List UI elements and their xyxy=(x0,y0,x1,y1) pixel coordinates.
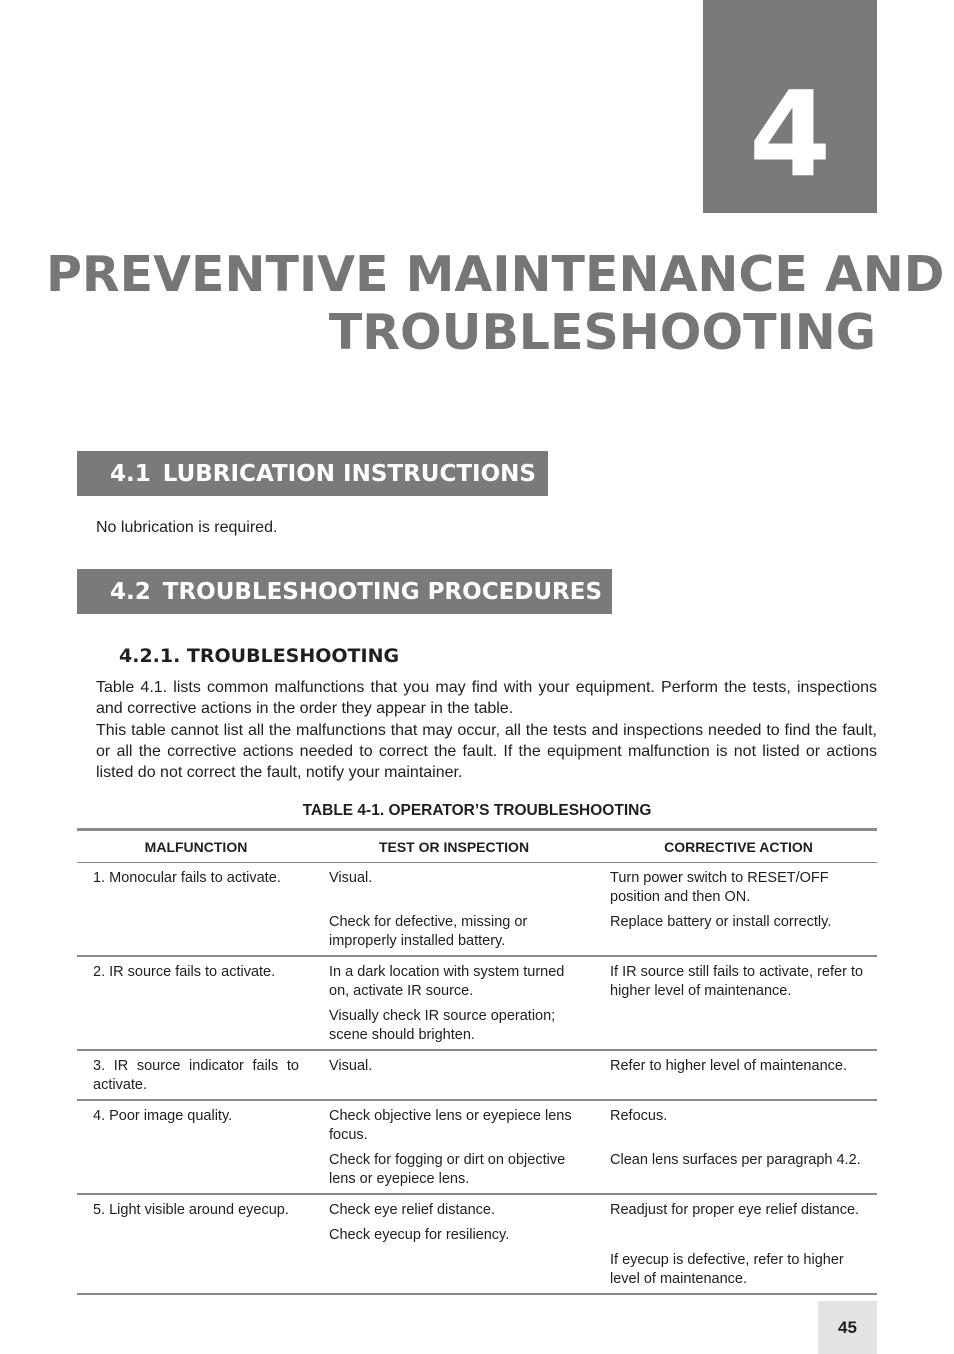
table-header-row xyxy=(77,830,877,863)
test-cell: Check eye relief distance. xyxy=(329,1202,496,1218)
troubleshooting-paragraph-2: This table cannot list all the malfunctions that may occur, all the tests and inspections needed to find the fault, or all the corrective actions needed to correct the fault. If the equipment malfunction is not listed or actions listed do not correct the fault, notify your maintainer. xyxy=(96,722,877,781)
table-row xyxy=(77,1050,877,1100)
action-cell: Refer to higher level of maintenance. xyxy=(593,1050,877,1100)
test-cell: Visual. xyxy=(329,870,373,886)
test-cell-group xyxy=(313,1194,593,1245)
table-row xyxy=(77,907,877,956)
test-cell: In a dark location with system turned on, activate IR source. xyxy=(329,964,565,999)
chapter-title-line2: TROUBLESHOOTING xyxy=(328,304,876,361)
malfunction-cell: 4. Poor image quality. xyxy=(93,1108,233,1124)
section-title: TROUBLESHOOTING PROCEDURES xyxy=(162,578,603,605)
malfunction-cell: 5. Light visible around eyecup. xyxy=(93,1202,289,1218)
malfunction-cell: 2. IR source fails to activate. xyxy=(93,964,276,980)
section-title: LUBRICATION INSTRUCTIONS xyxy=(162,460,536,487)
test-cell: Check for fogging or dirt on objective lens or eyepiece lens. xyxy=(313,1145,593,1194)
header-malfunction: MALFUNCTION xyxy=(77,830,313,863)
table-row xyxy=(77,1100,877,1145)
malfunction-cell: 1. Monocular fails to activate. xyxy=(93,870,281,886)
action-cell: Replace battery or install correctly. xyxy=(593,907,877,956)
troubleshooting-paragraph-1: Table 4.1. lists common malfunctions that you may find with your equipment. Perform the tests, inspections and corrective actions in the order they appear in the table. xyxy=(96,679,877,717)
table-row xyxy=(77,863,877,908)
test-cell: Check objective lens or eyepiece lens focus. xyxy=(329,1108,572,1143)
table-caption: TABLE 4-1. OPERATOR’S TROUBLESHOOTING xyxy=(302,802,652,819)
test-cell: Check eyecup for resiliency. xyxy=(329,1227,510,1243)
chapter-number: 4 xyxy=(748,65,832,203)
action-cell: If eyecup is defective, refer to higher level of maintenance. xyxy=(593,1245,877,1294)
table-row xyxy=(77,1194,877,1245)
chapter-number-box xyxy=(703,0,877,213)
section-number: 4.2 xyxy=(110,578,151,605)
table-row xyxy=(77,956,877,1001)
action-cell: Refocus. xyxy=(610,1108,668,1124)
table-row xyxy=(77,1245,877,1294)
action-cell: If IR source still fails to activate, refer to higher level of maintenance. xyxy=(610,964,864,999)
troubleshooting-table xyxy=(77,828,877,1295)
page-number: 45 xyxy=(818,1301,877,1354)
section-heading-lubrication xyxy=(77,451,548,496)
test-cell: Check for defective, missing or improperly installed battery. xyxy=(313,907,593,956)
subsection-heading: 4.2.1. TROUBLESHOOTING xyxy=(119,645,400,667)
action-cell: Readjust for proper eye relief distance. xyxy=(610,1202,860,1218)
section-number: 4.1 xyxy=(110,460,151,487)
malfunction-cell: 3. IR source indicator fails to activate. xyxy=(77,1050,313,1100)
test-cell: Visually check IR source operation; scene should brighten. xyxy=(313,1001,593,1050)
chapter-title-line1: PREVENTIVE MAINTENANCE AND xyxy=(46,246,945,303)
table-row xyxy=(77,1145,877,1194)
lubrication-text: No lubrication is required. xyxy=(96,519,278,536)
action-cell: Clean lens surfaces per paragraph 4.2. xyxy=(593,1145,877,1194)
chapter-title xyxy=(46,246,945,362)
header-test-or-inspection: TEST OR INSPECTION xyxy=(313,830,593,863)
section-heading-troubleshooting xyxy=(77,569,612,614)
table-row xyxy=(77,1001,877,1050)
action-cell: Turn power switch to RESET/OFF position and then ON. xyxy=(610,870,829,905)
test-cell: Visual. xyxy=(313,1050,593,1100)
header-corrective-action: CORRECTIVE ACTION xyxy=(593,830,877,863)
